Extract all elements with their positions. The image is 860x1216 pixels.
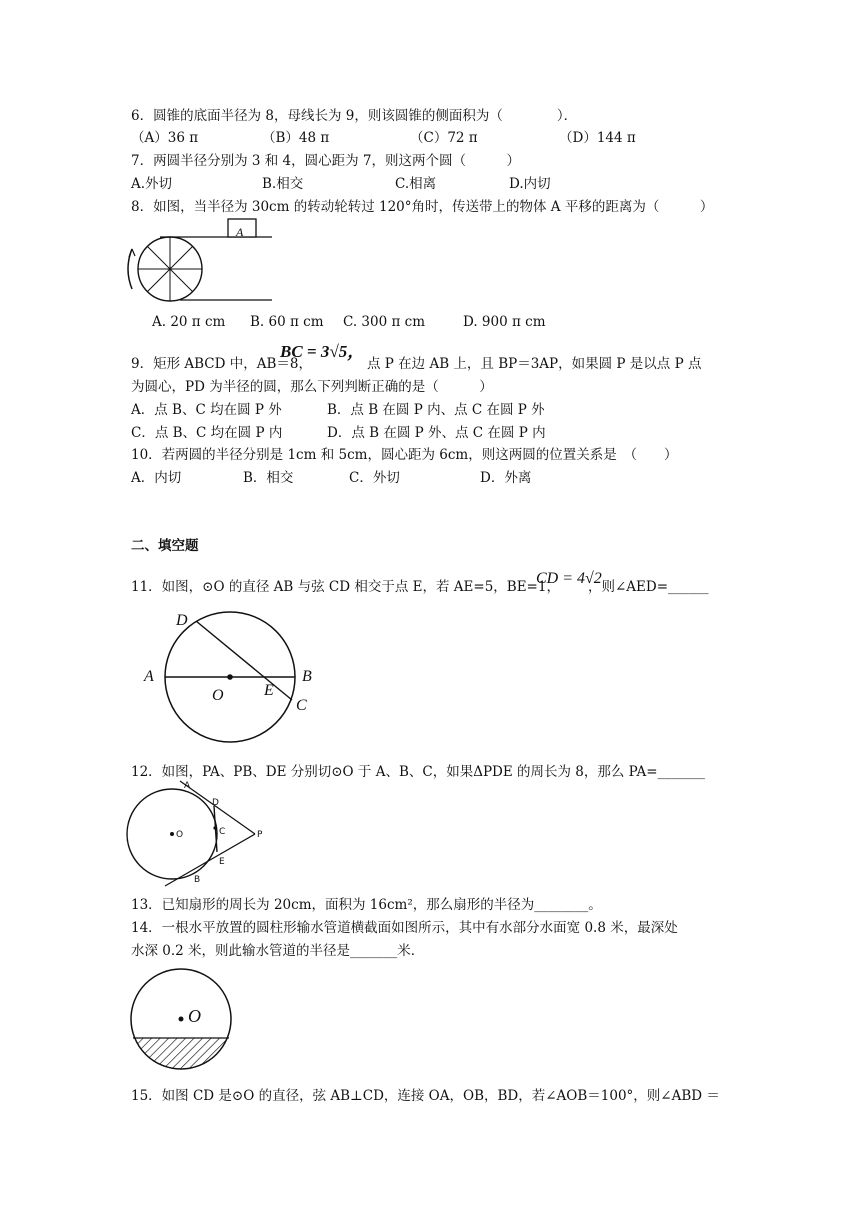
q9-option-b: B．点 B 在圆 P 内、点 C 在圆 P 外 [327, 402, 545, 418]
q9-option-d: D．点 B 在圆 P 外、点 C 在圆 P 内 [327, 425, 546, 441]
q11-label-d: D [176, 612, 188, 629]
q10-option-c: C．外切 [349, 470, 400, 486]
q11-label-o: O [212, 687, 224, 704]
q9-option-a: A．点 B、C 均在圆 P 外 [131, 402, 282, 418]
q6-option-d: （D）144 π [559, 130, 636, 146]
conveyor-wheel-figure [120, 215, 290, 310]
q8-option-a: A. 20 π cm [152, 314, 226, 330]
q11-stem-start: 11．如图，⊙O 的直径 AB 与弦 CD 相交于点 E，若 AE=5，BE=1， [131, 579, 560, 595]
q10-option-a: A．内切 [131, 470, 182, 486]
q6-option-b: （B）48 π [262, 130, 330, 146]
q15-stem: 15．如图 CD 是⊙O 的直径，弦 AB⊥CD，连接 OA，OB，BD，若∠AOB＝100°，则∠ABD ＝ [131, 1088, 720, 1104]
q12-label-p: P [257, 830, 263, 840]
q7-option-c: C.相离 [395, 176, 437, 192]
q12-label-o: O [176, 830, 184, 840]
q11-label-b: B [302, 668, 312, 685]
q12-label-c: C [219, 827, 226, 837]
q8-option-b: B. 60 π cm [250, 314, 324, 330]
q12-label-e: E [219, 857, 225, 867]
q14-label-o: O [188, 1006, 201, 1026]
q11-label-c: C [296, 697, 307, 714]
q11-label-a: A [144, 668, 154, 685]
q7-option-a: A.外切 [131, 176, 173, 192]
q8-option-c: C. 300 π cm [343, 314, 426, 330]
section-title: 二、填空题 [131, 538, 199, 554]
q12-label-b: B [194, 875, 201, 885]
q7-stem: 7．两圆半径分别为 3 和 4，圆心距为 7，则这两个圆（ ） [131, 153, 521, 169]
q9-formula: BC = 3√5， [280, 342, 365, 361]
q8-block-label: A [236, 225, 244, 239]
q12-label-a: A [184, 781, 191, 791]
q6-option-a: （A）36 π [131, 130, 199, 146]
q14-stem-line1: 14．一根水平放置的圆柱形输水管道横截面如图所示，其中有水部分水面宽 0.8 米，最深处 [131, 920, 678, 936]
q8-stem: 8．如图，当半径为 30cm 的转动轮转过 120°角时，传送带上的物体 A 平移的距离为（ ） [131, 199, 714, 215]
q14-pipe-figure [128, 968, 238, 1073]
q9-stem-line2: 为圆心，PD 为半径的圆，那么下列判断正确的是（ ） [131, 379, 493, 395]
q9-stem-end: 点 P 在边 AB 上，且 BP＝3AP，如果圆 P 是以点 P 点 [367, 356, 702, 372]
q10-option-d: D．外离 [480, 470, 532, 486]
q13-stem: 13．已知扇形的周长为 20cm，面积为 16cm²，那么扇形的半径为________。 [131, 897, 602, 913]
q6-stem: 6．圆锥的底面半径为 8，母线长为 9，则该圆锥的侧面积为（ ）． [131, 108, 578, 124]
q10-stem: 10．若两圆的半径分别是 1cm 和 5cm，圆心距为 6cm，则这两圆的位置关系是 （ ） [131, 447, 678, 463]
q11-label-e: E [264, 682, 274, 699]
q12-label-d: D [212, 798, 219, 808]
q9-option-c: C．点 B、C 均在圆 P 内 [131, 425, 283, 441]
q14-stem-line2: 水深 0.2 米，则此输水管道的半径是_______米． [131, 943, 425, 959]
q8-option-d: D. 900 π cm [463, 314, 546, 330]
q10-option-b: B．相交 [243, 470, 294, 486]
q7-option-d: D.内切 [509, 176, 551, 192]
q11-stem-end: ，则∠AED=______ [588, 579, 709, 595]
q6-option-c: （C）72 π [410, 130, 478, 146]
q7-option-b: B.相交 [262, 176, 304, 192]
q9-stem-start: 9．矩形 ABCD 中，AB＝8， [131, 356, 313, 372]
q11-formula: CD = 4√2 [536, 570, 602, 587]
q11-circle-figure [130, 605, 330, 750]
q12-stem: 12．如图，PA、PB、DE 分别切⊙O 于 A、B、C，如果ΔPDE 的周长为 8，那么 PA=_______ [131, 764, 705, 780]
